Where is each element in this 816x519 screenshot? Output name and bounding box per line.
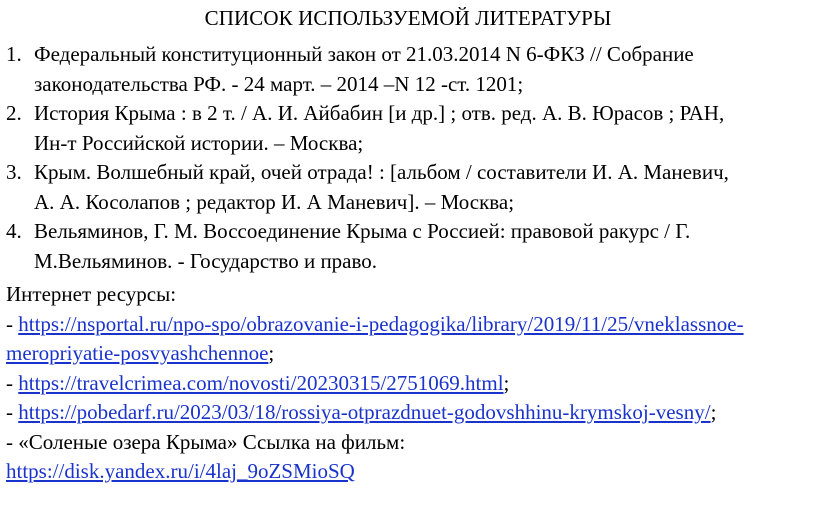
resource-line-3: [6, 398, 814, 428]
resource-line-1-cont: [6, 339, 814, 369]
reference-text-line: Федеральный конституционный закон от 21.03.2014 N 6-ФКЗ // Собрание: [34, 42, 694, 66]
resource-suffix: ;: [503, 370, 510, 395]
nsportal-link[interactable]: https://nsportal.ru/npo-spo/obrazovanie-i-pedagogika/library/2019/11/25/vneklassnoe-: [18, 311, 744, 336]
film-link-line: [6, 457, 814, 487]
reference-number: 2.: [6, 101, 22, 125]
yandex-disk-link[interactable]: https://disk.yandex.ru/i/4laj_9oZSMioSQ: [6, 459, 355, 483]
resource-suffix: ;: [268, 341, 275, 365]
reference-number: 3.: [6, 160, 22, 184]
internet-resources: [6, 280, 814, 487]
reference-item-3: [0, 158, 810, 217]
resource-suffix: ;: [710, 400, 717, 424]
reference-item-1: [0, 40, 810, 99]
reference-item-4: [0, 217, 810, 276]
resource-line-1: [6, 310, 814, 340]
resource-prefix: -: [6, 400, 19, 424]
reference-text-line: Ин-т Российской истории. – Москва;: [34, 130, 364, 155]
reference-text-line: М.Вельяминов. - Государство и право.: [34, 248, 378, 273]
internet-resources-heading: Интернет ресурсы:: [6, 282, 177, 306]
reference-list: [0, 40, 810, 276]
pobedarf-link[interactable]: https://pobedarf.ru/2023/03/18/rossiya-otprazdnuet-godovshhinu-krymskoj-vesny/: [18, 400, 711, 424]
reference-text-line: А. А. Косолапов ; редактор И. А Маневич]. – Москва;: [34, 189, 515, 214]
travelcrimea-link[interactable]: https://travelcrimea.com/novosti/20230315/2751069.html: [18, 370, 504, 395]
film-caption: - «Соленые озера Крыма» Ссылка на фильм:: [6, 429, 406, 454]
reference-text-line: законодательства РФ. - 24 март. – 2014 –N 12 -ст. 1201;: [34, 71, 524, 96]
reference-text-line: История Крыма : в 2 т. / А. И. Айбабин [и др.] ; отв. ред. А. В. Юрасов ; РАН,: [34, 101, 725, 125]
nsportal-link-continued[interactable]: meropriyatie-posvyashchennoe: [6, 341, 269, 365]
reference-text-line: Вельяминов, Г. М. Воссоединение Крыма с Россией: правовой ракурс / Г.: [34, 219, 691, 243]
page-title: СПИСОК ИСПОЛЬЗУЕМОЙ ЛИТЕРАТУРЫ: [204, 6, 612, 30]
resource-prefix: -: [6, 370, 19, 395]
reference-text-line: Крым. Волшебный край, очей отрада! : [альбом / составители И. А. Маневич,: [34, 160, 729, 184]
resource-prefix: -: [6, 311, 19, 336]
reference-number: 4.: [6, 219, 22, 243]
reference-item-2: [0, 99, 810, 158]
resource-line-2: [6, 369, 814, 399]
reference-number: 1.: [6, 42, 22, 66]
